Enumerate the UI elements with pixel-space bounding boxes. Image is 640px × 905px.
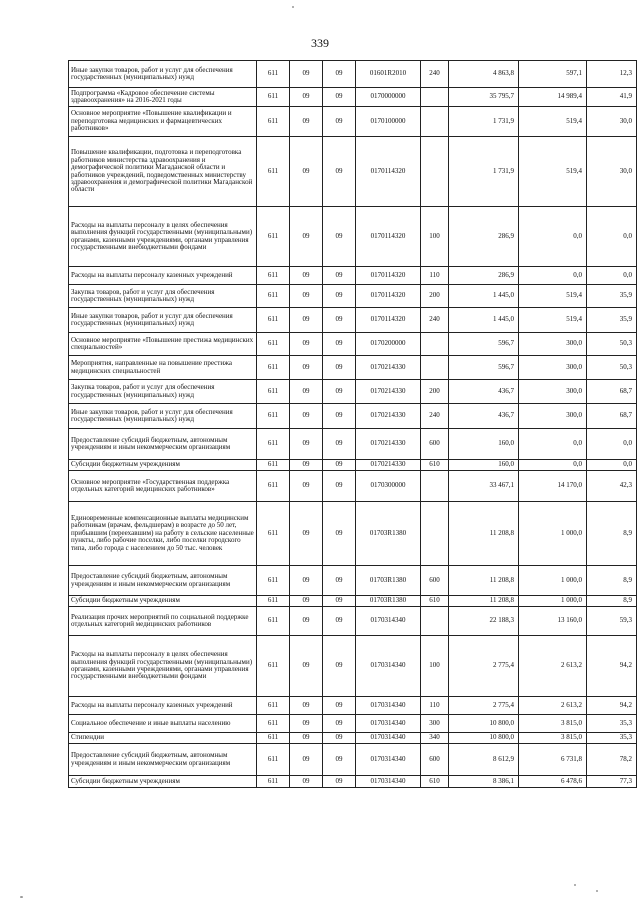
target-article-code: 0170214330 (356, 380, 421, 404)
section-code: 09 (290, 776, 323, 788)
execution-percent: 42,3 (587, 471, 637, 502)
ved-code: 611 (257, 207, 290, 267)
section-code: 09 (290, 744, 323, 776)
row-name: Повышение квалификации, подготовка и переподготовка работников министерства здравоохранения и демографической политики Магаданской области и работников учреждений, подведомственных министерству здравоохранения и демографической политики Магаданской области (69, 137, 257, 207)
fact-amount: 519,4 (519, 285, 587, 308)
ved-code: 611 (257, 380, 290, 404)
section-code: 09 (290, 715, 323, 733)
execution-percent: 12,3 (587, 61, 637, 88)
execution-percent: 35,9 (587, 308, 637, 333)
target-article-code: 0170314340 (356, 733, 421, 744)
expense-type-code: 340 (421, 733, 449, 744)
fact-amount: 0,0 (519, 267, 587, 285)
expense-type-code: 200 (421, 380, 449, 404)
table-row (69, 137, 637, 207)
expense-type-code: 600 (421, 429, 449, 460)
plan-amount: 2 775,4 (449, 636, 519, 697)
row-name: Подпрограмма «Кадровое обеспечение системы здравоохранения» на 2016-2021 годы (69, 88, 257, 107)
execution-percent: 0,0 (587, 267, 637, 285)
execution-percent: 68,7 (587, 404, 637, 429)
table-row (69, 744, 637, 776)
subsection-code: 09 (323, 697, 356, 715)
target-article-code: 0170114320 (356, 137, 421, 207)
ved-code: 611 (257, 333, 290, 356)
expense-type-code (421, 107, 449, 137)
row-name: Предоставление субсидий бюджетным, автономным учреждениям и иным некоммерческим организациям (69, 566, 257, 596)
execution-percent: 8,9 (587, 596, 637, 607)
row-name: Единовременные компенсационные выплаты медицинским работникам (врачам, фельдшерам) в возрасте до 50 лет, прибывшим (переехавшим) на работу в сельские населенные пункты, либо рабочие поселки, либо поселки городского типа, либо города с населением до 50 тыс. человек (69, 502, 257, 566)
ved-code: 611 (257, 308, 290, 333)
fact-amount: 6 478,6 (519, 776, 587, 788)
fact-amount: 300,0 (519, 404, 587, 429)
ved-code: 611 (257, 733, 290, 744)
table-row (69, 596, 637, 607)
plan-amount: 1 445,0 (449, 308, 519, 333)
table-row (69, 267, 637, 285)
execution-percent: 35,3 (587, 715, 637, 733)
row-name: Субсидии бюджетным учреждениям (69, 776, 257, 788)
row-name: Субсидии бюджетным учреждениям (69, 460, 257, 471)
subsection-code: 09 (323, 607, 356, 636)
section-code: 09 (290, 285, 323, 308)
plan-amount: 10 800,0 (449, 733, 519, 744)
execution-percent: 78,2 (587, 744, 637, 776)
scan-speck (292, 6, 294, 8)
section-code: 09 (290, 636, 323, 697)
execution-percent: 0,0 (587, 460, 637, 471)
table-row (69, 107, 637, 137)
ved-code: 611 (257, 107, 290, 137)
row-name: Предоставление субсидий бюджетным, автономным учреждениям и иным некоммерческим организациям (69, 429, 257, 460)
plan-amount: 1 731,9 (449, 107, 519, 137)
fact-amount: 519,4 (519, 137, 587, 207)
fact-amount: 1 000,0 (519, 596, 587, 607)
ved-code: 611 (257, 502, 290, 566)
table-row (69, 429, 637, 460)
fact-amount: 0,0 (519, 460, 587, 471)
section-code: 09 (290, 88, 323, 107)
fact-amount: 519,4 (519, 308, 587, 333)
subsection-code: 09 (323, 471, 356, 502)
row-name: Предоставление субсидий бюджетным, автономным учреждениям и иным некоммерческим организациям (69, 744, 257, 776)
ved-code: 611 (257, 356, 290, 380)
plan-amount: 8 612,9 (449, 744, 519, 776)
target-article-code: 0170314340 (356, 776, 421, 788)
subsection-code: 09 (323, 356, 356, 380)
expense-type-code: 610 (421, 776, 449, 788)
expense-type-code: 600 (421, 566, 449, 596)
expense-type-code (421, 471, 449, 502)
execution-percent: 35,3 (587, 733, 637, 744)
plan-amount: 11 208,8 (449, 596, 519, 607)
target-article-code: 01703R1380 (356, 566, 421, 596)
target-article-code: 0170214330 (356, 404, 421, 429)
execution-percent: 50,3 (587, 333, 637, 356)
target-article-code: 01703R1380 (356, 596, 421, 607)
section-code: 09 (290, 308, 323, 333)
row-name: Стипендии (69, 733, 257, 744)
subsection-code: 09 (323, 308, 356, 333)
plan-amount: 4 863,8 (449, 61, 519, 88)
target-article-code: 0170214330 (356, 460, 421, 471)
table-row (69, 460, 637, 471)
plan-amount: 1 445,0 (449, 285, 519, 308)
execution-percent: 68,7 (587, 380, 637, 404)
expense-type-code: 610 (421, 596, 449, 607)
target-article-code: 0170114320 (356, 285, 421, 308)
subsection-code: 09 (323, 107, 356, 137)
table-row (69, 607, 637, 636)
table-row (69, 356, 637, 380)
subsection-code: 09 (323, 267, 356, 285)
subsection-code: 09 (323, 744, 356, 776)
execution-percent: 8,9 (587, 502, 637, 566)
table-row (69, 502, 637, 566)
execution-percent: 94,2 (587, 697, 637, 715)
target-article-code: 0170100000 (356, 107, 421, 137)
execution-percent: 59,3 (587, 607, 637, 636)
budget-table (68, 60, 637, 788)
fact-amount: 2 613,2 (519, 697, 587, 715)
table-row (69, 380, 637, 404)
subsection-code: 09 (323, 333, 356, 356)
subsection-code: 09 (323, 61, 356, 88)
subsection-code: 09 (323, 566, 356, 596)
execution-percent: 0,0 (587, 207, 637, 267)
ved-code: 611 (257, 744, 290, 776)
section-code: 09 (290, 356, 323, 380)
row-name: Иные закупки товаров, работ и услуг для обеспечения государственных (муниципальных) нужд (69, 61, 257, 88)
plan-amount: 35 795,7 (449, 88, 519, 107)
table-row (69, 404, 637, 429)
row-name: Социальное обеспечение и иные выплаты населению (69, 715, 257, 733)
expense-type-code (421, 356, 449, 380)
ved-code: 611 (257, 776, 290, 788)
table-row (69, 697, 637, 715)
row-name: Иные закупки товаров, работ и услуг для обеспечения государственных (муниципальных) нужд (69, 404, 257, 429)
table-row (69, 715, 637, 733)
plan-amount: 22 188,3 (449, 607, 519, 636)
section-code: 09 (290, 502, 323, 566)
target-article-code: 01703R1380 (356, 502, 421, 566)
subsection-code: 09 (323, 380, 356, 404)
ved-code: 611 (257, 607, 290, 636)
target-article-code: 01601R2010 (356, 61, 421, 88)
plan-amount: 596,7 (449, 356, 519, 380)
target-article-code: 0170114320 (356, 207, 421, 267)
target-article-code: 0170214330 (356, 429, 421, 460)
fact-amount: 300,0 (519, 356, 587, 380)
fact-amount: 597,1 (519, 61, 587, 88)
plan-amount: 1 731,9 (449, 137, 519, 207)
fact-amount: 1 000,0 (519, 566, 587, 596)
fact-amount: 6 731,8 (519, 744, 587, 776)
expense-type-code: 110 (421, 267, 449, 285)
ved-code: 611 (257, 471, 290, 502)
target-article-code: 0170000000 (356, 88, 421, 107)
ved-code: 611 (257, 88, 290, 107)
target-article-code: 0170114320 (356, 267, 421, 285)
section-code: 09 (290, 460, 323, 471)
section-code: 09 (290, 207, 323, 267)
ved-code: 611 (257, 285, 290, 308)
plan-amount: 33 467,1 (449, 471, 519, 502)
ved-code: 611 (257, 596, 290, 607)
expense-type-code: 100 (421, 636, 449, 697)
ved-code: 611 (257, 137, 290, 207)
plan-amount: 160,0 (449, 460, 519, 471)
target-article-code: 0170314340 (356, 607, 421, 636)
section-code: 09 (290, 267, 323, 285)
scan-speck (596, 890, 598, 892)
execution-percent: 0,0 (587, 429, 637, 460)
target-article-code: 0170300000 (356, 471, 421, 502)
plan-amount: 8 386,1 (449, 776, 519, 788)
expense-type-code: 610 (421, 460, 449, 471)
row-name: Расходы на выплаты персоналу в целях обеспечения выполнения функций государственными (муниципальными) органами, казенными учреждениями, органами управления государственными внебюджетными фондами (69, 636, 257, 697)
plan-amount: 436,7 (449, 380, 519, 404)
subsection-code: 09 (323, 460, 356, 471)
section-code: 09 (290, 596, 323, 607)
subsection-code: 09 (323, 207, 356, 267)
scan-speck (20, 896, 23, 898)
expense-type-code: 200 (421, 285, 449, 308)
execution-percent: 30,0 (587, 137, 637, 207)
subsection-code: 09 (323, 137, 356, 207)
section-code: 09 (290, 697, 323, 715)
target-article-code: 0170314340 (356, 697, 421, 715)
table-row (69, 566, 637, 596)
plan-amount: 2 775,4 (449, 697, 519, 715)
fact-amount: 300,0 (519, 333, 587, 356)
expense-type-code: 240 (421, 308, 449, 333)
execution-percent: 94,2 (587, 636, 637, 697)
row-name: Закупка товаров, работ и услуг для обеспечения государственных (муниципальных) нужд (69, 380, 257, 404)
execution-percent: 50,3 (587, 356, 637, 380)
execution-percent: 8,9 (587, 566, 637, 596)
subsection-code: 09 (323, 502, 356, 566)
fact-amount: 3 815,0 (519, 715, 587, 733)
expense-type-code: 240 (421, 404, 449, 429)
subsection-code: 09 (323, 733, 356, 744)
section-code: 09 (290, 380, 323, 404)
execution-percent: 35,9 (587, 285, 637, 308)
expense-type-code: 240 (421, 61, 449, 88)
execution-percent: 77,3 (587, 776, 637, 788)
ved-code: 611 (257, 460, 290, 471)
section-code: 09 (290, 61, 323, 88)
row-name: Основное мероприятие «Повышение престижа медицинских специальностей» (69, 333, 257, 356)
plan-amount: 10 800,0 (449, 715, 519, 733)
row-name: Субсидии бюджетным учреждениям (69, 596, 257, 607)
table-row (69, 733, 637, 744)
subsection-code: 09 (323, 636, 356, 697)
page-number: 339 (311, 36, 329, 50)
ved-code: 611 (257, 267, 290, 285)
fact-amount: 14 989,4 (519, 88, 587, 107)
subsection-code: 09 (323, 88, 356, 107)
section-code: 09 (290, 107, 323, 137)
row-name: Реализация прочих мероприятий по социальной поддержке отдельных категорий медицинских работников (69, 607, 257, 636)
row-name: Расходы на выплаты персоналу в целях обеспечения выполнения функций государственными (муниципальными) органами, казенными учреждениями, органами управления государственными внебюджетными фондами (69, 207, 257, 267)
fact-amount: 3 815,0 (519, 733, 587, 744)
fact-amount: 1 000,0 (519, 502, 587, 566)
table-row (69, 333, 637, 356)
row-name: Основное мероприятие «Повышение квалификации и переподготовка медицинских и фармацевтических работников» (69, 107, 257, 137)
row-name: Основное мероприятие «Государственная поддержка отдельных категорий медицинских работников» (69, 471, 257, 502)
target-article-code: 0170314340 (356, 636, 421, 697)
section-code: 09 (290, 607, 323, 636)
plan-amount: 596,7 (449, 333, 519, 356)
expense-type-code (421, 607, 449, 636)
table-row (69, 61, 637, 88)
fact-amount: 300,0 (519, 380, 587, 404)
target-article-code: 0170200000 (356, 333, 421, 356)
plan-amount: 436,7 (449, 404, 519, 429)
section-code: 09 (290, 733, 323, 744)
subsection-code: 09 (323, 776, 356, 788)
ved-code: 611 (257, 697, 290, 715)
ved-code: 611 (257, 715, 290, 733)
section-code: 09 (290, 429, 323, 460)
expense-type-code: 100 (421, 207, 449, 267)
table-row (69, 471, 637, 502)
fact-amount: 0,0 (519, 429, 587, 460)
expense-type-code (421, 137, 449, 207)
expense-type-code (421, 333, 449, 356)
section-code: 09 (290, 404, 323, 429)
table-row (69, 207, 637, 267)
expense-type-code: 300 (421, 715, 449, 733)
execution-percent: 41,9 (587, 88, 637, 107)
subsection-code: 09 (323, 285, 356, 308)
row-name: Закупка товаров, работ и услуг для обеспечения государственных (муниципальных) нужд (69, 285, 257, 308)
plan-amount: 160,0 (449, 429, 519, 460)
scan-speck (574, 884, 576, 886)
fact-amount: 14 170,0 (519, 471, 587, 502)
table-row (69, 308, 637, 333)
plan-amount: 286,9 (449, 207, 519, 267)
fact-amount: 2 613,2 (519, 636, 587, 697)
ved-code: 611 (257, 61, 290, 88)
subsection-code: 09 (323, 429, 356, 460)
table-row (69, 636, 637, 697)
section-code: 09 (290, 137, 323, 207)
ved-code: 611 (257, 636, 290, 697)
table-row (69, 285, 637, 308)
fact-amount: 13 160,0 (519, 607, 587, 636)
target-article-code: 0170114320 (356, 308, 421, 333)
subsection-code: 09 (323, 596, 356, 607)
expense-type-code (421, 502, 449, 566)
plan-amount: 11 208,8 (449, 502, 519, 566)
table-row (69, 88, 637, 107)
row-name: Мероприятия, направленные на повышение престижа медицинских специальностей (69, 356, 257, 380)
fact-amount: 519,4 (519, 107, 587, 137)
section-code: 09 (290, 333, 323, 356)
expense-type-code: 600 (421, 744, 449, 776)
ved-code: 611 (257, 429, 290, 460)
execution-percent: 30,0 (587, 107, 637, 137)
plan-amount: 286,9 (449, 267, 519, 285)
expense-type-code: 110 (421, 697, 449, 715)
section-code: 09 (290, 471, 323, 502)
row-name: Иные закупки товаров, работ и услуг для обеспечения государственных (муниципальных) нужд (69, 308, 257, 333)
target-article-code: 0170314340 (356, 715, 421, 733)
subsection-code: 09 (323, 715, 356, 733)
ved-code: 611 (257, 566, 290, 596)
row-name: Расходы на выплаты персоналу казенных учреждений (69, 697, 257, 715)
target-article-code: 0170214330 (356, 356, 421, 380)
target-article-code: 0170314340 (356, 744, 421, 776)
ved-code: 611 (257, 404, 290, 429)
plan-amount: 11 208,8 (449, 566, 519, 596)
table-row (69, 776, 637, 788)
row-name: Расходы на выплаты персоналу казенных учреждений (69, 267, 257, 285)
subsection-code: 09 (323, 404, 356, 429)
expense-type-code (421, 88, 449, 107)
fact-amount: 0,0 (519, 207, 587, 267)
section-code: 09 (290, 566, 323, 596)
